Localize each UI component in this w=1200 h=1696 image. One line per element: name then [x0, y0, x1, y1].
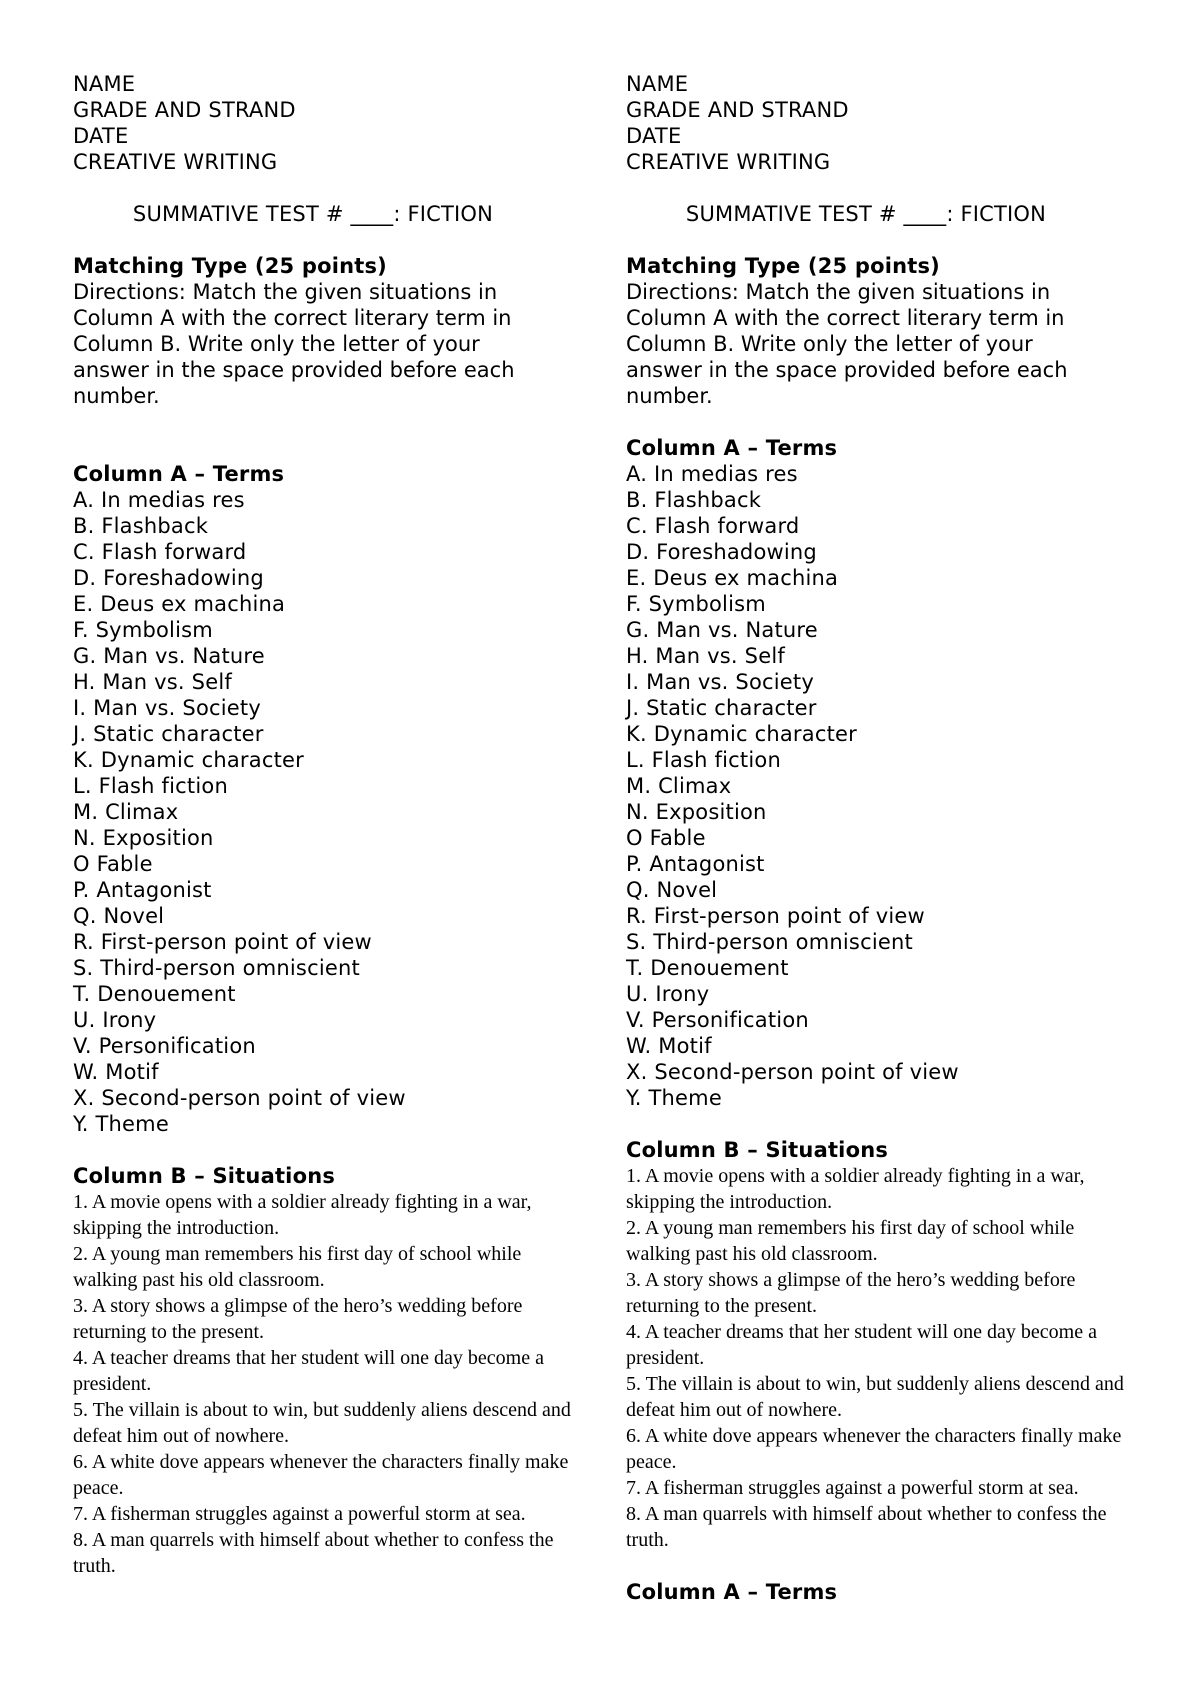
term-item: F. Symbolism	[73, 618, 213, 642]
terms-list	[73, 487, 583, 1137]
situation-item: 3. A story shows a glimpse of the hero’s wedding before returning to the present.	[73, 1295, 523, 1343]
situation-item: 6. A white dove appears whenever the characters finally make peace.	[626, 1425, 1122, 1473]
situation-item: 2. A young man remembers his first day of school while walking past his old classroom.	[626, 1217, 1075, 1265]
subject-label: CREATIVE WRITING	[626, 150, 831, 174]
term-item: X. Second-person point of view	[73, 1086, 406, 1110]
terms-list	[626, 461, 1136, 1111]
term-item: I. Man vs. Society	[73, 696, 261, 720]
name-label: NAME	[73, 72, 136, 96]
term-item: W. Motif	[73, 1060, 159, 1084]
grade-strand-label: GRADE AND STRAND	[73, 98, 296, 122]
situation-item: 5. The villain is about to win, but suddenly aliens descend and defeat him out of nowhere.	[73, 1399, 571, 1447]
term-item: Y. Theme	[73, 1112, 169, 1136]
term-item: S. Third-person omniscient	[73, 956, 360, 980]
term-item: T. Denouement	[73, 982, 236, 1006]
term-item: O Fable	[626, 826, 706, 850]
term-item: L. Flash fiction	[73, 774, 228, 798]
situation-item: 3. A story shows a glimpse of the hero’s wedding before returning to the present.	[626, 1269, 1076, 1317]
term-item: Q. Novel	[73, 904, 165, 928]
term-item: F. Symbolism	[626, 592, 766, 616]
section-title: Matching Type (25 points)	[73, 254, 387, 278]
term-item: W. Motif	[626, 1034, 712, 1058]
term-item: E. Deus ex machina	[73, 592, 286, 616]
term-item: G. Man vs. Nature	[73, 644, 265, 668]
term-item: Q. Novel	[626, 878, 718, 902]
term-item: M. Climax	[626, 774, 732, 798]
term-item: V. Personification	[626, 1008, 809, 1032]
term-item: B. Flashback	[73, 514, 209, 538]
subject-label: CREATIVE WRITING	[73, 150, 278, 174]
term-item: X. Second-person point of view	[626, 1060, 959, 1084]
term-item: U. Irony	[626, 982, 710, 1006]
date-label: DATE	[73, 124, 129, 148]
situation-item: 7. A fisherman struggles against a powerful storm at sea.	[73, 1503, 526, 1525]
term-item: C. Flash forward	[626, 514, 800, 538]
grade-strand-label: GRADE AND STRAND	[626, 98, 849, 122]
directions-text: Directions: Match the given situations in Column A with the correct literary term in Column B. Write only the letter of your answer in the space provided before each number.	[626, 280, 1068, 408]
situation-item: 8. A man quarrels with himself about whether to confess the truth.	[73, 1529, 554, 1577]
term-item: E. Deus ex machina	[626, 566, 839, 590]
column-b-title: Column B – Situations	[73, 1164, 336, 1188]
term-item: G. Man vs. Nature	[626, 618, 818, 642]
column-a-title-continued: Column A – Terms	[626, 1580, 838, 1604]
term-item: P. Antagonist	[73, 878, 212, 902]
term-item: C. Flash forward	[73, 540, 247, 564]
situations-list	[73, 1189, 583, 1579]
term-item: O Fable	[73, 852, 153, 876]
term-item: K. Dynamic character	[626, 722, 857, 746]
term-item: N. Exposition	[626, 800, 767, 824]
left-column	[73, 71, 583, 1579]
date-label: DATE	[626, 124, 682, 148]
term-item: H. Man vs. Self	[73, 670, 232, 694]
term-item: J. Static character	[73, 722, 264, 746]
term-item: S. Third-person omniscient	[626, 930, 913, 954]
column-a-title: Column A – Terms	[626, 436, 838, 460]
term-item: J. Static character	[626, 696, 817, 720]
situation-item: 7. A fisherman struggles against a powerful storm at sea.	[626, 1477, 1079, 1499]
term-item: P. Antagonist	[626, 852, 765, 876]
situations-list	[626, 1163, 1136, 1553]
term-item: T. Denouement	[626, 956, 789, 980]
term-item: R. First-person point of view	[626, 904, 925, 928]
term-item: K. Dynamic character	[73, 748, 304, 772]
term-item: B. Flashback	[626, 488, 762, 512]
column-a-title: Column A – Terms	[73, 462, 285, 486]
name-label: NAME	[626, 72, 689, 96]
term-item: D. Foreshadowing	[73, 566, 264, 590]
term-item: L. Flash fiction	[626, 748, 781, 772]
term-item: I. Man vs. Society	[626, 670, 814, 694]
term-item: Y. Theme	[626, 1086, 722, 1110]
column-b-title: Column B – Situations	[626, 1138, 889, 1162]
term-item: M. Climax	[73, 800, 179, 824]
situation-item: 8. A man quarrels with himself about whether to confess the truth.	[626, 1503, 1107, 1551]
situation-item: 5. The villain is about to win, but suddenly aliens descend and defeat him out of nowhere.	[626, 1373, 1124, 1421]
test-title: SUMMATIVE TEST # ____: FICTION	[132, 202, 494, 226]
test-title: SUMMATIVE TEST # ____: FICTION	[685, 202, 1047, 226]
section-title: Matching Type (25 points)	[626, 254, 940, 278]
term-item: N. Exposition	[73, 826, 214, 850]
situation-item: 2. A young man remembers his first day of school while walking past his old classroom.	[73, 1243, 522, 1291]
situation-item: 1. A movie opens with a soldier already fighting in a war, skipping the introduction.	[73, 1191, 532, 1239]
term-item: A. In medias res	[73, 488, 245, 512]
term-item: R. First-person point of view	[73, 930, 372, 954]
term-item: H. Man vs. Self	[626, 644, 785, 668]
situation-item: 6. A white dove appears whenever the characters finally make peace.	[73, 1451, 569, 1499]
term-item: U. Irony	[73, 1008, 157, 1032]
directions-text: Directions: Match the given situations in Column A with the correct literary term in Column B. Write only the letter of your answer in the space provided before each number.	[73, 280, 515, 408]
term-item: V. Personification	[73, 1034, 256, 1058]
situation-item: 4. A teacher dreams that her student will one day become a president.	[73, 1347, 544, 1395]
term-item: A. In medias res	[626, 462, 798, 486]
term-item: D. Foreshadowing	[626, 540, 817, 564]
right-column	[626, 71, 1136, 1605]
situation-item: 4. A teacher dreams that her student will one day become a president.	[626, 1321, 1097, 1369]
situation-item: 1. A movie opens with a soldier already fighting in a war, skipping the introduction.	[626, 1165, 1085, 1213]
